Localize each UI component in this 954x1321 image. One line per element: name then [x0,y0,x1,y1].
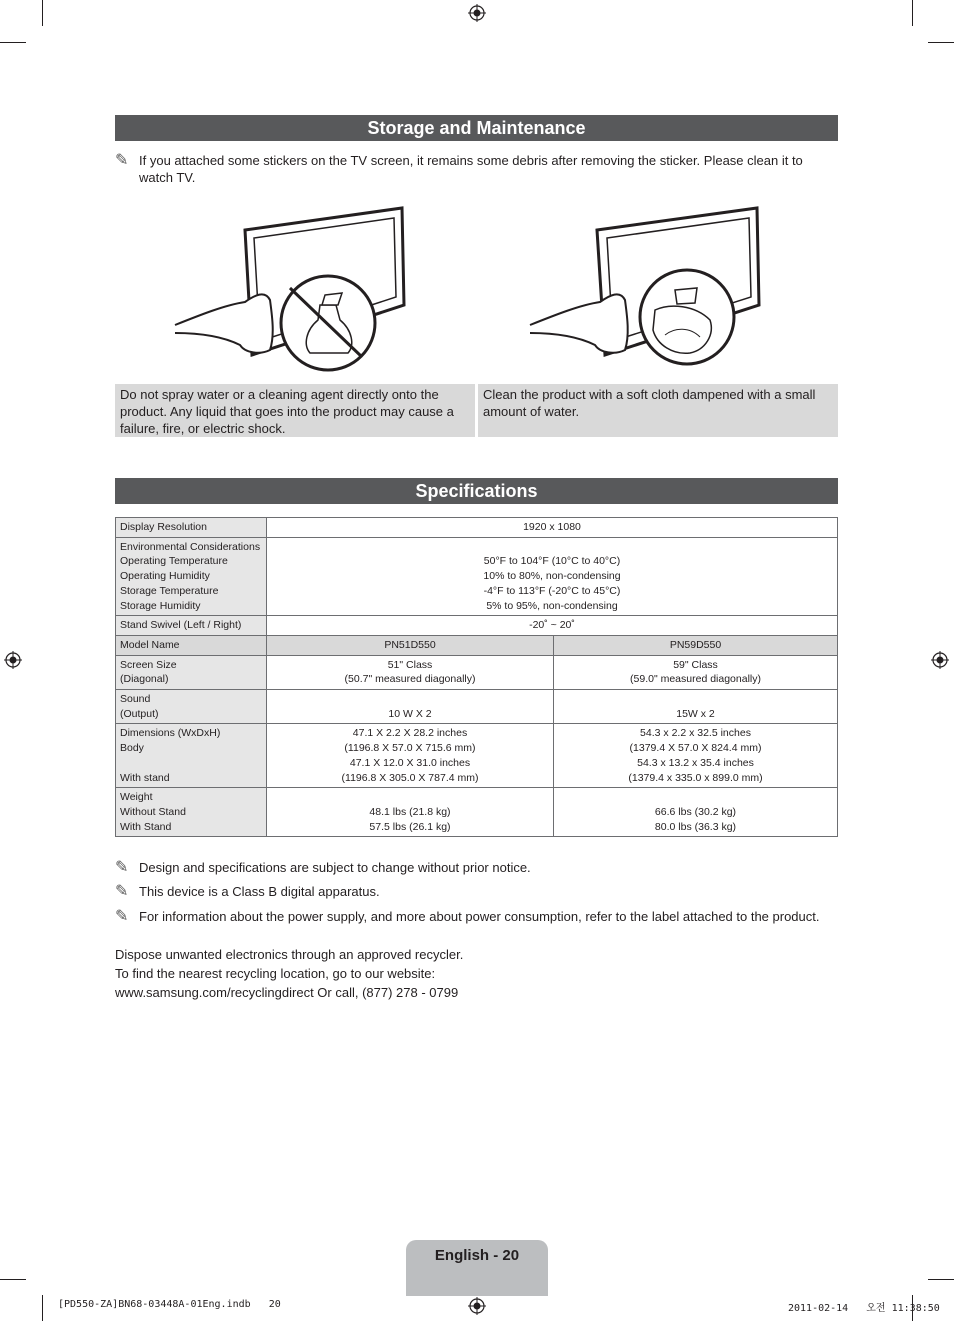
pencil-note-icon: ✎ [115,908,129,925]
spec-value: 59" Class (59.0" measured diagonally) [554,655,838,689]
spec-note-text: Design and specifications are subject to change without prior notice. [139,860,531,875]
table-row [116,690,838,724]
spec-value: 51" Class (50.7" measured diagonally) [267,655,554,689]
table-row [116,616,838,636]
specifications-section-title: Specifications [115,478,838,504]
caption-clean-with-cloth: Clean the product with a soft cloth dampened with a small amount of water. [478,384,838,437]
table-row [116,724,838,788]
caption-do-not-spray: Do not spray water or a cleaning agent directly onto the product. Any liquid that goes into the product may cause a failure, fire, or electric shock. [115,384,475,437]
spec-value: 1920 x 1080 [267,518,838,538]
crop-mark [0,1279,26,1280]
specifications-table [115,517,838,837]
registration-mark-icon [931,651,949,669]
spec-label: Model Name [116,635,267,655]
spec-note [115,859,838,877]
spec-value: 54.3 x 2.2 x 32.5 inches (1379.4 X 57.0 X 824.4 mm) 54.3 x 13.2 x 35.4 inches (1379.4 x 335.0 x 899.0 mm) [554,724,838,788]
spec-value: 10 W X 2 [267,690,554,724]
spec-label: Sound (Output) [116,690,267,724]
spec-label: Weight Without Stand With Stand [116,788,267,837]
prohibited-spray-icon [170,205,410,375]
table-row [116,655,838,689]
spec-note [115,908,838,926]
spec-value: 48.1 lbs (21.8 kg) 57.5 lbs (26.1 kg) [267,788,554,837]
registration-mark-icon [468,1297,486,1315]
pencil-note-icon: ✎ [115,152,129,169]
crop-mark [928,42,954,43]
crop-mark [928,1279,954,1280]
recycling-line: To find the nearest recycling location, go to our website: [115,966,436,981]
crop-mark [912,0,913,26]
spec-value: 15W x 2 [554,690,838,724]
table-row [116,788,838,837]
spec-note-text: For information about the power supply, and more about power consumption, refer to the label attached to the product. [139,909,820,924]
spec-value: 47.1 X 2.2 X 28.2 inches (1196.8 X 57.0 X 715.6 mm) 47.1 X 12.0 X 31.0 inches (1196.8 X 305.0 X 787.4 mm) [267,724,554,788]
spec-note [115,883,838,901]
cloth-spray-icon [525,205,765,375]
spec-value: -20˚ ~ 20˚ [267,616,838,636]
registration-mark-icon [468,4,486,22]
storage-section-title: Storage and Maintenance [115,115,838,141]
table-row [116,518,838,538]
spec-label: Dimensions (WxDxH) Body With stand [116,724,267,788]
storage-note [115,152,838,188]
table-row [116,537,838,616]
crop-mark [42,1295,43,1321]
recycling-link[interactable]: www.samsung.com/recyclingdirect Or call, (877) 278 - 0799 [115,985,459,1000]
crop-mark [42,0,43,26]
spec-value: 66.6 lbs (30.2 kg) 80.0 lbs (36.3 kg) [554,788,838,837]
footer-file-name: [PD550-ZA]BN68-03448A-01Eng.indb 20 [58,1299,281,1310]
pencil-note-icon: ✎ [115,859,129,876]
spec-value: PN51D550 [267,635,554,655]
spec-label: Screen Size (Diagonal) [116,655,267,689]
page-number-tab: English - 20 [406,1240,548,1296]
pencil-note-icon: ✎ [115,883,129,900]
spec-label: Display Resolution [116,518,267,538]
crop-mark [0,42,26,43]
spec-value: PN59D550 [554,635,838,655]
spec-label: Environmental Considerations Operating Temperature Operating Humidity Storage Temperature Storage Humidity [116,537,267,616]
spec-value: 50°F to 104°F (10°C to 40°C) 10% to 80%, non-condensing -4°F to 113°F (-20°C to 45°C) 5% to 95%, non-condensing [267,537,838,616]
storage-note-text: If you attached some stickers on the TV screen, it remains some debris after removing the sticker. Please clean it to watch TV. [139,153,803,185]
table-row [116,635,838,655]
spec-note-text: This device is a Class B digital apparatus. [139,884,380,899]
spec-label: Stand Swivel (Left / Right) [116,616,267,636]
recycling-line: Dispose unwanted electronics through an approved recycler. [115,947,464,962]
registration-mark-icon [4,651,22,669]
footer-timestamp: 2011-02-14 오전 11:38:50 [788,1303,940,1314]
recycling-info [115,945,463,1002]
